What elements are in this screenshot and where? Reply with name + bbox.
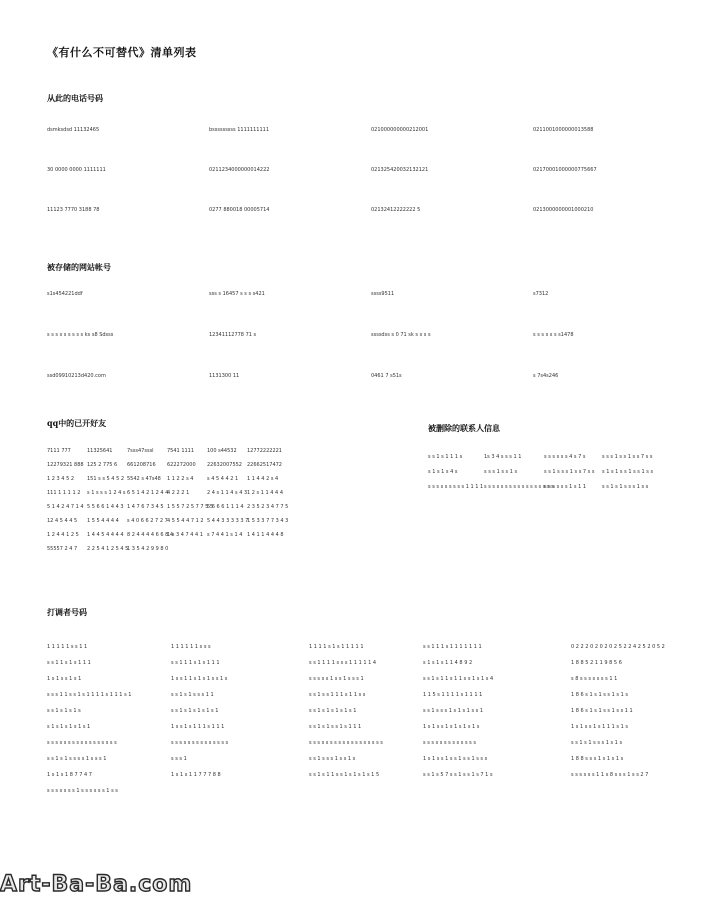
callrecords-entry: s 8 s s s s s s s 1 1 [571, 676, 618, 682]
phones-entry: 021000000000212001 [371, 127, 429, 133]
phones-entry: 0213000000001000210 [533, 207, 594, 213]
page-title: 《有什么不可替代》清单列表 [47, 46, 197, 59]
phones-entry: 0211001000000013588 [533, 127, 594, 133]
qq-entry: 1 4 7 6 7 3 4 5 [127, 504, 164, 510]
callrecords-entry: 1 1 5 s 1 1 1 1 s 1 1 1 1 [423, 692, 483, 698]
callrecords-entry: s s 1 1 1 s 1 1 1 1 1 1 1 [423, 644, 482, 650]
callrecords-entry: s s 1 s s 1 1 1 s 1 1 s s [309, 692, 366, 698]
qq-entry: 2 2 5 4 1 2 5 4 5 [87, 546, 129, 552]
qq-entry: 1 s 3 4 7 4 4 1 [167, 532, 203, 538]
accounts-entry: ssd09910213d420.com [47, 373, 106, 379]
callrecords-entry: s s 1 s s s 1 s 1 s 1 s s 1 [423, 708, 484, 714]
qq-entry: 2 4 s 1 1 4 s 4 3 [207, 490, 248, 496]
accounts-entry: s7312 [533, 291, 549, 297]
phones-entry: bsssssssss 1111111111 [209, 127, 270, 133]
callrecords-entry: s s s s s s s s s s s s s [423, 740, 476, 746]
qq-entry: 1 1 4 4 2 s 4 [247, 476, 279, 482]
callrecords-entry: s 1 s 1 s 1 1 4 8 9 2 [423, 660, 473, 666]
callrecords-entry: 1 s 1 s 1 8 7 7 4 7 [47, 772, 92, 778]
section-callrecords [47, 607, 687, 797]
callrecords-entry: s s 1 s s s 1 s s 1 s [309, 756, 356, 762]
deleted-entry: s 1 s 1 s s 1 s s 1 s s [602, 469, 654, 475]
callrecords-entry: 1 s s 1 1 s 1 s 1 s s 1 s [171, 676, 228, 682]
deleted-entry: s s 1 s s s 1 s s 7 s s [544, 469, 595, 475]
callrecords-entry: s s s s s 1 s s 1 s s s 1 [309, 676, 364, 682]
accounts-entry: 1131300 11 [209, 373, 240, 379]
callrecords-entry: 1 s 1 s 1 1 7 7 7 8 8 [171, 772, 221, 778]
callrecords-entry: s s s s s s s s s s s s s s s s s s [309, 740, 383, 746]
qq-entry: s 4 0 6 6 2 7 2 7 [127, 518, 168, 524]
qq-entry: 5 6 6 6 1 1 1 4 [207, 504, 244, 510]
qq-entry: 1 4 4 5 4 4 4 4 [87, 532, 124, 538]
section-qq [47, 418, 297, 578]
callrecords-entry: s s 1 s 1 s 1 s 1 s 1 [171, 708, 219, 714]
callrecords-entry: 1 s 1 s s 1 s s 1 s s 1 s s s [423, 756, 488, 762]
accounts-entry: 12341112778 71 s [209, 332, 257, 338]
section-phones [47, 93, 687, 223]
callrecords-entry: s s s s s s 1 1 s 8 s s s 1 s s 2 7 [571, 772, 649, 778]
section-heading-qq: qq中的已开好友 [47, 418, 107, 428]
qq-entry: 22632007552 [207, 462, 242, 468]
callrecords-entry: s s 1 s 1 s 1 s [47, 708, 81, 714]
qq-entry: 1 5 5 7 2 5 7 7 5 5 [167, 504, 214, 510]
callrecords-entry: s s 1 1 1 s 1 s 1 1 1 [171, 660, 220, 666]
watermark: Art-Ba-Ba.com [0, 872, 193, 897]
accounts-entry: ssss9511 [371, 291, 395, 297]
qq-entry: 7111 777 [47, 448, 71, 454]
deleted-entry: 1s 3 4 s s s 1 1 [484, 454, 522, 460]
qq-entry: 2 3 5 2 3 4 7 7 5 [247, 504, 289, 510]
qq-entry: 1 1 2 2 s 4 [167, 476, 194, 482]
callrecords-entry: s s 1 1 1 1 s s s 1 1 1 1 1 4 [309, 660, 377, 666]
callrecords-entry: 1 1 1 1 1 s s 1 1 [47, 644, 88, 650]
deleted-grid [428, 454, 658, 491]
callrecords-entry: 1 s s 1 s 1 1 1 s 1 1 1 [171, 724, 225, 730]
qq-entry: 1 5 5 4 4 4 4 [87, 518, 119, 524]
section-accounts [47, 262, 687, 392]
phones-entry: 02170001000000775667 [533, 167, 597, 173]
deleted-entry: s s s s s s s s s 1 1 1 1 [428, 484, 484, 490]
accounts-entry: 0461 7 s51s [371, 373, 402, 379]
qq-entry: 12279321 888 [47, 462, 84, 468]
callrecords-entry: s s 1 s 5 7 s s 1 s s 1 s 7 1 s [423, 772, 493, 778]
section-heading-callrecords: 打调者号码 [47, 607, 87, 617]
callrecords-entry: 1 s 1 s s 1 s 1 [47, 676, 82, 682]
qq-entry: 12772222221 [247, 448, 282, 454]
accounts-grid [47, 291, 683, 380]
qq-entry: 1 3 5 4 2 9 9 8 0 [127, 546, 169, 552]
callrecords-entry: 1 8 6 s 1 s 1 s s 1 s 1 s [571, 692, 628, 698]
callrecords-entry: s s 1 s 1 1 s s 1 s 1 s 1 s 1 5 [309, 772, 380, 778]
deleted-entry: s s s 1 s s 1 s [484, 469, 518, 475]
section-heading-deleted: 被删除的联系人信息 [428, 423, 500, 433]
callrecords-entry: s s 1 s 1 s s s 1 s 1 s [571, 740, 623, 746]
qq-entry: 151 s s 5 4 5 2 [87, 476, 125, 482]
callrecords-entry: s s 1 s 1 1 s 1 1 s s 1 s 1 s 4 [423, 676, 494, 682]
callrecords-entry: s s s 1 1 s s 1 s 1 1 1 1 s 1 1 1 s 1 [47, 692, 132, 698]
phones-entry: 02132412222222 5 [371, 207, 421, 213]
qq-entry: 1 2 3 4 5 2 [47, 476, 75, 482]
qq-entry: 4 2 2 2 1 [167, 490, 190, 496]
qq-entry: 11325641 [87, 448, 113, 454]
section-deleted [428, 423, 688, 503]
qq-entry: 7sss47sssl [127, 448, 154, 454]
phones-entry: dsmksdsd 11132465 [47, 127, 100, 133]
callrecords-entry: s s s 1 [171, 756, 187, 762]
phones-entry: 0277 880018 00005714 [209, 207, 270, 213]
qq-entry: 12 4 5 4 4 5 [47, 518, 78, 524]
callrecords-entry: s 1 s 1 s 1 s 1 s 1 [47, 724, 91, 730]
accounts-entry: sss s 16457 s s s s421 [209, 291, 265, 297]
callrecords-entry: 1 s 1 s s 1 s 1 1 1 s 1 s [571, 724, 628, 730]
deleted-entry: s 1 s 1 s 4 s [428, 469, 458, 475]
callrecords-entry: s s s s s s s s s s s s s s [171, 740, 229, 746]
section-heading-phones: 从此的电话号码 [47, 93, 103, 103]
phones-entry: 30 0000 0000 1111111 [47, 167, 106, 173]
deleted-entry: s s s 1 s s 1 s s 7 s s [602, 454, 653, 460]
callrecords-entry: 1 1 1 1 s 1 s 1 1 1 1 1 [309, 644, 364, 650]
callrecords-entry: 1 8 8 5 2 1 1 9 8 5 6 [571, 660, 622, 666]
accounts-entry: s s s s s s s1478 [533, 332, 574, 338]
qq-grid [47, 448, 289, 553]
qq-entry: 100 s44532 [207, 448, 237, 454]
qq-entry: 5 5 6 6 1 4 4 3 [87, 504, 124, 510]
accounts-entry: s s s s s s s s s ks s8 Sdsss [47, 332, 114, 338]
qq-entry: 125 2 775 6 [87, 462, 118, 468]
callrecords-entry: s s 1 s 1 s 1 s 1 s 1 [309, 708, 357, 714]
callrecords-entry: 1 s 1 s s 1 s 1 s 1 s 1 s [423, 724, 480, 730]
phones-entry: 021325420032132121 [371, 167, 429, 173]
callrecords-entry: s s 1 s 1 s s s s 1 s s s 1 [47, 756, 107, 762]
deleted-entry: s s s s s s 1 s 1 1 [544, 484, 587, 490]
accounts-entry: ssssdss s 0 71 sk s s s s [371, 332, 431, 338]
qq-entry: 5 4 4 3 3 3 3 3 7 [207, 518, 249, 524]
qq-entry: s 7 4 4 1 s 1 4 [207, 532, 243, 538]
qq-entry: 5 1 4 2 4 7 1 4 [47, 504, 84, 510]
qq-entry: 6 5 1 4 2 1 2 4 4 [127, 490, 169, 496]
deleted-entry: s s 1 s 1 s s s 1 s s [602, 484, 649, 490]
callrecords-entry: 1 1 1 1 1 1 s s s [171, 644, 211, 650]
callrecords-entry: 0 2 2 2 0 2 0 2 0 2 5 2 2 4 2 5 2 0 5 2 [571, 644, 665, 650]
phones-grid [47, 127, 683, 214]
qq-entry: 8 2 4 4 4 4 6 6 8 4 [127, 532, 174, 538]
callrecords-entry: 1 8 8 s s s 1 s 1 s 1 s [571, 756, 624, 762]
qq-entry: 1 4 1 1 4 4 4 8 [247, 532, 284, 538]
callrecords-entry: s s 1 s 1 s s s 1 1 [171, 692, 214, 698]
qq-entry: 1 2 s 1 1 4 4 4 [247, 490, 283, 496]
qq-entry: 22662517472 [247, 462, 282, 468]
qq-entry: s 4 5 4 4 2 1 [207, 476, 239, 482]
accounts-entry: s1s454221ddf [47, 291, 83, 297]
qq-entry: 1 5 3 3 7 7 3 4 3 [247, 518, 289, 524]
section-heading-accounts: 被存储的网站帐号 [47, 262, 111, 272]
qq-entry: 622272000 [167, 462, 196, 468]
qq-entry: 5542 s 47s48 [127, 476, 161, 482]
accounts-entry: s 7s4s246 [533, 373, 559, 379]
qq-entry: 4 5 5 4 4 7 1 2 [167, 518, 204, 524]
qq-entry: 111 1 1 1 1 2 [47, 490, 81, 496]
deleted-entry: s s s s s s s s s s s s s s s s s [484, 484, 554, 490]
callrecords-entry: s s s s s s s s s s s s s s s s s [47, 740, 117, 746]
qq-entry: 55557 2 4 7 [47, 546, 78, 552]
phones-entry: 0211234000000014222 [209, 167, 270, 173]
qq-entry: 661208716 [127, 462, 156, 468]
qq-entry: s 1 s s s 1 2 4 s [87, 490, 126, 496]
qq-entry: 7541 1111 [167, 448, 195, 454]
callrecords-entry: s s s s s s s 1 s s s s s s 1 s s [47, 788, 118, 794]
callrecords-entry: 1 8 6 s 1 s 1 s s 1 s s 1 1 [571, 708, 633, 714]
callrecords-entry: s s 1 s 1 s s 1 s 1 1 1 [309, 724, 362, 730]
qq-entry: 1 2 4 4 1 2 5 [47, 532, 79, 538]
deleted-entry: s s s s s s 4 s 7 s [544, 454, 586, 460]
callrecords-entry: s s 1 1 s 1 s 1 1 1 [47, 660, 91, 666]
phones-entry: 11123 7770 3188 78 [47, 207, 100, 213]
deleted-entry: s s 1 s 1 1 1 s [428, 454, 463, 460]
callrecords-grid [47, 644, 687, 795]
